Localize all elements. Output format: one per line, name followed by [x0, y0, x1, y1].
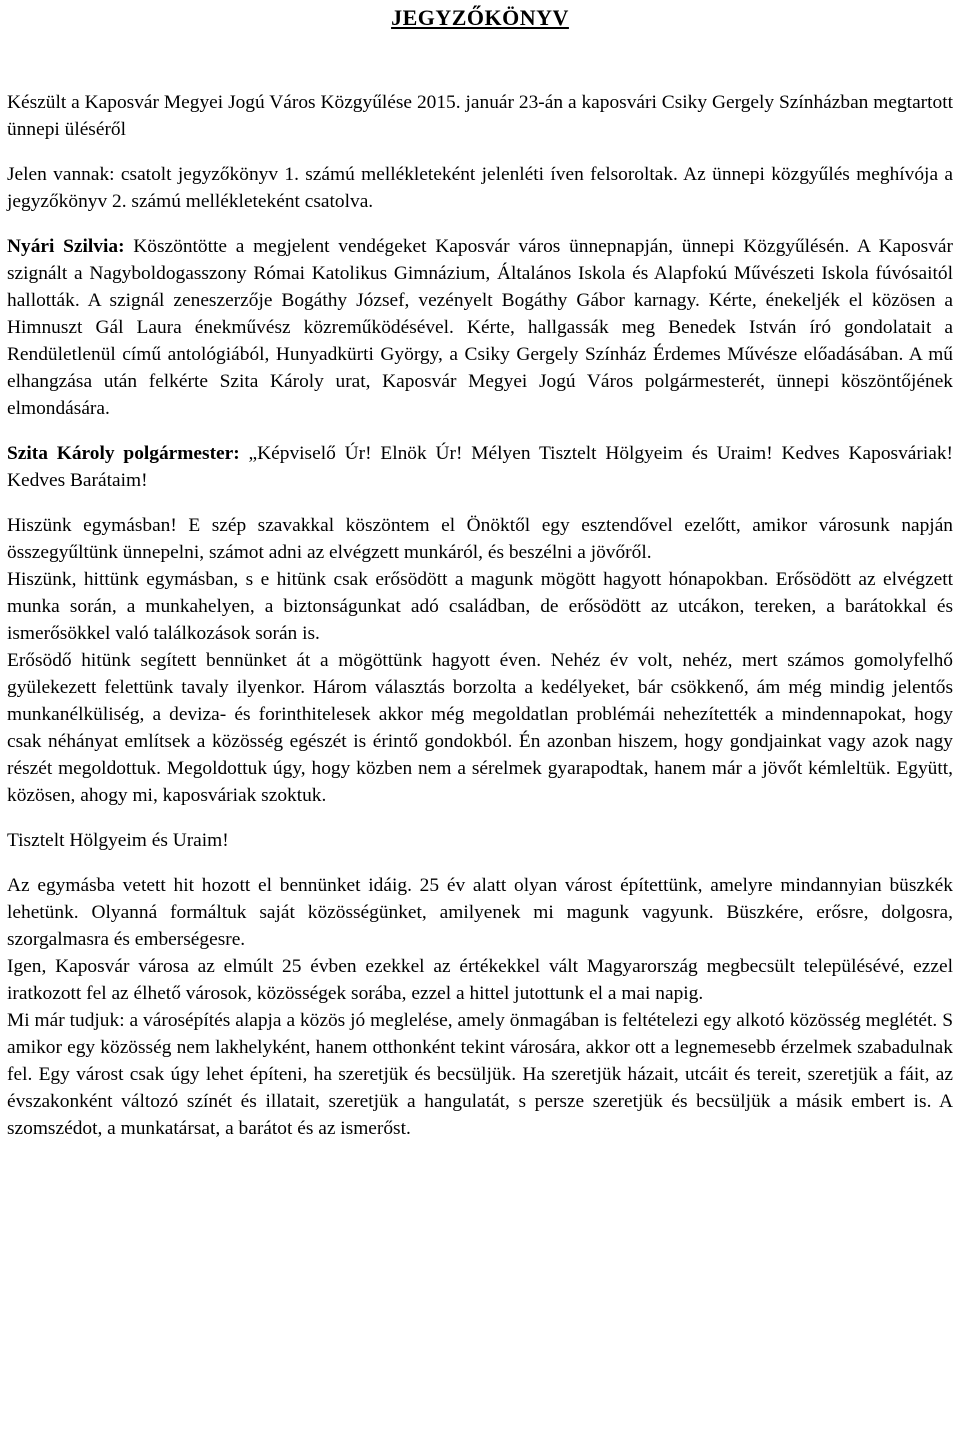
speaker2-name: Szita Károly polgármester: — [7, 443, 240, 464]
present-text: csatolt jegyzőkönyv 1. számú mellékleteként jelenléti íven felsoroltak. Az ünnepi közgyűlés meghívója a jegyzőkönyv 2. számú mellékleteként csatolva. — [7, 164, 953, 212]
speaker2-text: „Képviselő Úr! Elnök Úr! Mélyen Tisztelt Hölgyeim és Uraim! Kedves Kaposváriak! Kedves Barátaim! — [7, 443, 953, 491]
speech-paragraph-7: Mi már tudjuk: a városépítés alapja a közös jó meglelése, amely önmagában is feltételezi egy alkotó közösség meglétét. S amikor egy közösség nem lakhelyként, hanem otthonként tekint városára, akkor ott a legnemesebb érzelmek szabadulnak fel. Egy várost csak úgy lehet építeni, ha szeretjük és becsüljük. Ha szeretjük házait, utcáit és tereit, szeretjük a fáit, az évszakonként változó színét és illatait, szeretjük a hangulatát, s persze szeretjük és becsüljük a másik embert is. A szomszédot, a munkatársat, a barátot és az ismerőst. — [7, 1010, 953, 1139]
speech-address: Tisztelt Hölgyeim és Uraim! — [7, 830, 229, 851]
document-page — [7, 0, 953, 1142]
speaker2-paragraph — [7, 440, 953, 494]
document-title-text: JEGYZŐKÖNYV — [391, 5, 569, 30]
speech-paragraph-1: Hiszünk egymásban! E szép szavakkal köszöntem el Önöktől egy esztendővel ezelőtt, amikor városunk napján összegyűltünk ünnepelni, számot adni az elvégzett munkáról, és beszélni a jövőről. — [7, 515, 953, 563]
intro-paragraph: Készült a Kaposvár Megyei Jogú Város Közgyűlése 2015. január 23-án a kaposvári Csiky Gergely Színházban megtartott ünnepi üléséről — [7, 92, 953, 140]
speaker1-paragraph — [7, 233, 953, 422]
document-title — [7, 0, 953, 33]
speech-paragraph-5: Az egymásba vetett hit hozott el bennünket idáig. 25 év alatt olyan várost építettünk, amelyre mindannyian büszkék lehetünk. Olyanná formáltuk saját közösségünket, amilyenek mi magunk vagyunk. Büszkére, erősre, dolgosra, szorgalmasra és emberségesre. — [7, 875, 953, 950]
speech-paragraph-6: Igen, Kaposvár városa az elmúlt 25 évben ezekkel az értékekkel vált Magyarország megbecsült településévé, ezzel iratkozott fel az élhető városok, közösségek sorába, ezzel a hittel jutottunk el a mai napig. — [7, 956, 953, 1004]
speaker1-name: Nyári Szilvia: — [7, 236, 125, 257]
speech-paragraph-2: Hiszünk, hittünk egymásban, s e hitünk csak erősödött a magunk mögött hagyott hónapokban. Erősödött az elvégzett munka során, a munkahelyen, a biztonságunkat adó családban, de erősödött az utcákon, tereken, a barátokkal és ismerősökkel való találkozások során is. — [7, 569, 953, 644]
speaker1-text: Köszöntötte a megjelent vendégeket Kaposvár város ünnepnapján, ünnepi Közgyűlésén. A Kaposvár szignált a Nagyboldogasszony Római Katolikus Gimnázium, Általános Iskola és Alapfokú Művészeti Iskola fúvósaitól hallották. A szignál zeneszerzője Bogáthy József, vezényelt Bogáthy Gábor karnagy. Kérte, énekeljék el közösen a Himnuszt Gál Laura énekművész közreműködésével. Kérte, hallgassák meg Benedek István író gondolatait a Rendületlenül című antológiából, Hunyadkürti György, a Csiky Gergely Színház Érdemes Művésze előadásában. A mű elhangzása után felkérte Szita Károly urat, Kaposvár Megyei Jogú Város polgármesterét, ünnepi köszöntőjének elmondására. — [7, 236, 953, 419]
attendance-paragraph — [7, 161, 953, 215]
present-label: Jelen vannak: — [7, 164, 115, 185]
speech-paragraph-3: Erősödő hitünk segített bennünket át a mögöttünk hagyott éven. Nehéz év volt, nehéz, mert számos gomolyfelhő gyülekezett felettünk tavaly ilyenkor. Három választás borzolta a kedélyeket, bár csökkenő, ám még mindig jelentős munkanélküliség, a deviza- és forinthitelesek akkor még megoldatlan problémái nehezítették a mindennapokat, hogy csak néhányat említsek a közösség egészét is érintő gondokból. Én azonban hiszem, hogy gondjainkat vagy azok nagy részét megoldottuk. Megoldottuk úgy, hogy közben nem a sérelmek gyarapodtak, hanem már a jövőt kémleltük. Együtt, közösen, ahogy mi, kaposváriak szoktuk. — [7, 650, 953, 806]
